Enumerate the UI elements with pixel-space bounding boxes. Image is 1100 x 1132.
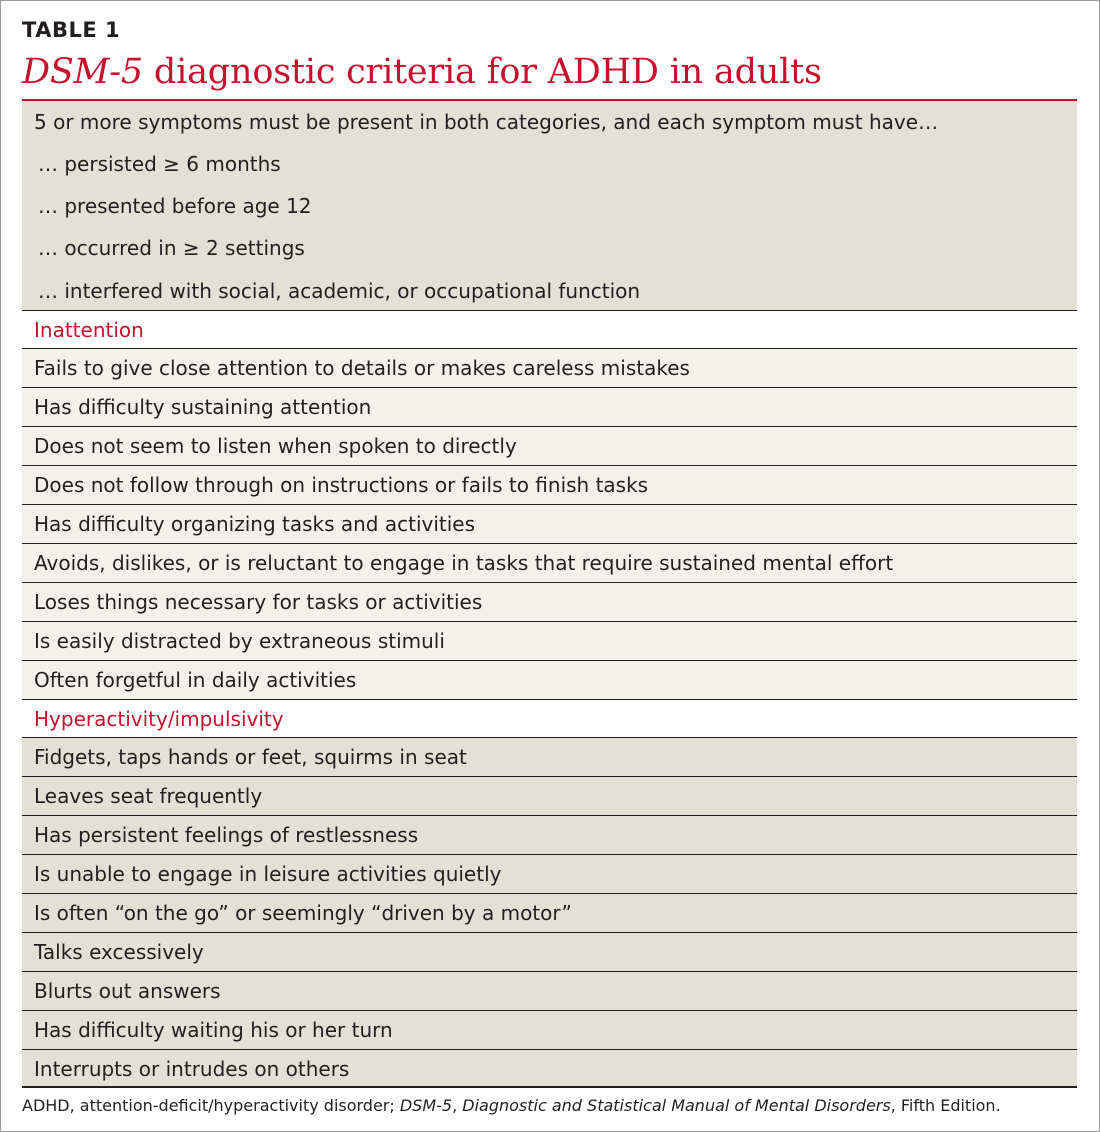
symptom-text: Fails to give close attention to details or makes careless mistakes bbox=[34, 356, 690, 380]
footnote-italic: DSM-5 bbox=[399, 1096, 453, 1115]
table-row bbox=[22, 660, 1077, 699]
symptom-text: Is easily distracted by extraneous stimuli bbox=[34, 629, 445, 653]
table-title-rest: diagnostic criteria for ADHD in adults bbox=[142, 52, 822, 92]
symptom-text: Avoids, dislikes, or is reluctant to engage in tasks that require sustained mental effort bbox=[34, 551, 894, 575]
symptom-text: Has difficulty sustaining attention bbox=[34, 395, 372, 419]
symptom-text: Does not seem to listen when spoken to directly bbox=[34, 434, 517, 458]
criteria-condition: … occurred in ≥ 2 settings bbox=[38, 236, 305, 260]
table-row bbox=[22, 1010, 1077, 1049]
table-row bbox=[22, 387, 1077, 426]
criteria-intro: 5 or more symptoms must be present in both categories, and each symptom must have… bbox=[34, 110, 939, 134]
table-row bbox=[22, 621, 1077, 660]
symptom-text: Is often “on the go” or seemingly “driven by a motor” bbox=[34, 901, 572, 925]
section-heading-label: Inattention bbox=[34, 318, 144, 342]
footnote-part: ADHD, attention-deficit/hyperactivity disorder; bbox=[22, 1096, 400, 1115]
symptom-text: Has difficulty waiting his or her turn bbox=[34, 1018, 393, 1042]
footnote-part: , Fifth Edition. bbox=[890, 1096, 1001, 1115]
table-label: TABLE 1 bbox=[22, 18, 121, 42]
criteria-block bbox=[22, 101, 1077, 310]
footnote bbox=[22, 1096, 1001, 1115]
symptom-text: Interrupts or intrudes on others bbox=[34, 1057, 350, 1081]
symptom-text: Blurts out answers bbox=[34, 979, 221, 1003]
table-row bbox=[22, 426, 1077, 465]
table-title bbox=[22, 52, 822, 92]
criteria-condition: … persisted ≥ 6 months bbox=[38, 152, 281, 176]
table-row bbox=[22, 893, 1077, 932]
table-row bbox=[22, 1049, 1077, 1087]
table-row bbox=[22, 348, 1077, 387]
section-heading-inattention bbox=[22, 310, 1077, 348]
symptom-text: Often forgetful in daily activities bbox=[34, 668, 357, 692]
symptom-text: Has difficulty organizing tasks and activities bbox=[34, 512, 476, 536]
table-row bbox=[22, 971, 1077, 1010]
symptom-text: Is unable to engage in leisure activities quietly bbox=[34, 862, 502, 886]
footnote-italic: Diagnostic and Statistical Manual of Mental Disorders bbox=[462, 1096, 891, 1115]
symptom-text: Does not follow through on instructions or fails to finish tasks bbox=[34, 473, 649, 497]
table-row bbox=[22, 582, 1077, 621]
table-row bbox=[22, 815, 1077, 854]
table-row bbox=[22, 504, 1077, 543]
symptom-text: Talks excessively bbox=[34, 940, 204, 964]
table-row bbox=[22, 543, 1077, 582]
table-row bbox=[22, 932, 1077, 971]
table-row bbox=[22, 737, 1077, 776]
symptom-text: Loses things necessary for tasks or activities bbox=[34, 590, 483, 614]
criteria-condition: … presented before age 12 bbox=[38, 194, 312, 218]
symptom-text: Fidgets, taps hands or feet, squirms in seat bbox=[34, 745, 467, 769]
criteria-condition: … interfered with social, academic, or occupational function bbox=[38, 279, 641, 303]
section-heading-hyperactivity bbox=[22, 699, 1077, 737]
footnote-part: , bbox=[452, 1096, 463, 1115]
bottom-rule bbox=[22, 1086, 1077, 1088]
table-row bbox=[22, 854, 1077, 893]
table-row bbox=[22, 776, 1077, 815]
table-title-italic: DSM-5 bbox=[22, 52, 143, 92]
section-heading-label: Hyperactivity/impulsivity bbox=[34, 707, 284, 731]
symptom-text: Leaves seat frequently bbox=[34, 784, 263, 808]
table-row bbox=[22, 465, 1077, 504]
symptom-text: Has persistent feelings of restlessness bbox=[34, 823, 419, 847]
